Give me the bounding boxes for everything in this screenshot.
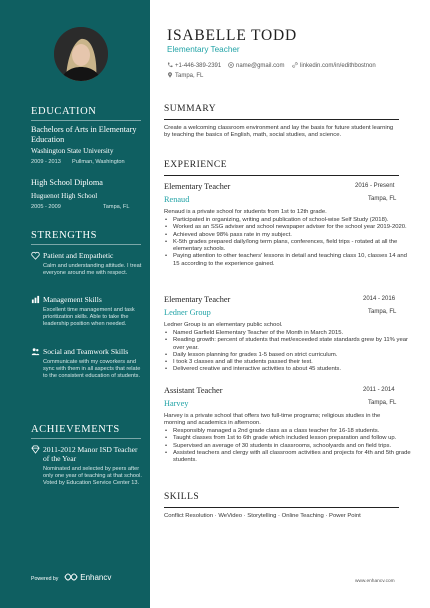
job-dates: 2014 - 2016 [363,296,396,302]
company-name: Ledner Group [164,308,211,317]
strength-description: Calm and understanding attitude. I treat everyone around me with respect. [43,263,142,277]
strength-title: Social and Teamwork Skills [43,347,129,356]
company-description: Harvey is a private school that offers two full-time programs; religious studies in the morning and academics in afternoon. [164,413,381,427]
heart-icon [31,251,40,260]
education-location: Tampa, FL [103,204,130,210]
strength-title: Management Skills [43,295,102,304]
job-bullets [164,428,411,464]
contact-location [167,72,203,79]
list-item: • Delivered creative and interactive activities to about 45 students. [173,366,411,373]
education-dates: 2005 - 2009 [31,204,61,210]
job-dates: 2016 - Present [355,183,395,189]
list-item: • I took 3 classes and all the students passed their test. [173,359,411,366]
company-name: Renaud [164,195,190,204]
job-bullets [164,217,411,268]
strength-item [31,347,143,381]
education-school: Washington State University [31,147,114,155]
job-title: Assistant Teacher [164,386,223,395]
experience-heading: EXPERIENCE [164,160,228,170]
strength-item [31,295,143,329]
summary-text: Create a welcoming classroom environment and lay the basis for future student learning by teaching the basics of English, math, social studies, and science. [164,125,394,139]
education-heading: EDUCATION [31,106,97,117]
location-text: Tampa, FL [175,73,204,79]
job-dates: 2011 - 2014 [363,387,395,393]
strength-title: Patient and Empathetic [43,251,114,260]
divider [31,244,141,245]
contact-phone [167,62,221,69]
enhancv-logo-text: Enhancv [80,573,112,582]
job-location: Tampa, FL [368,400,397,406]
list-item: • Assisted teachers and clergy with all classroom activities and projects for 4th and 5th grade students. [173,450,411,465]
linkedin-text: linkedin.com/in/edithbostnon [300,63,376,69]
divider [31,438,141,439]
sidebar [0,0,150,608]
education-school: Huguenot High School [31,192,98,200]
enhancv-logo-icon [64,573,78,581]
summary-heading: SUMMARY [164,104,217,114]
company-name: Harvey [164,399,189,408]
list-item: • Achieved above 98% pass rate in my subject. [173,232,411,239]
job-title: Elementary Teacher [164,295,231,304]
phone-icon [167,62,173,68]
list-item: • Responsibly managed a 2nd grade class as a class teacher for 16-18 students. [173,428,411,435]
list-item: • Worked as an SSG adviser and school newspaper adviser for the school year 2019-2020. [173,224,411,231]
diamond-icon [31,445,40,454]
profile-photo [54,27,108,81]
phone-text: +1-446-389-2391 [175,63,222,69]
contact-linkedin[interactable] [292,62,376,69]
divider [164,175,399,176]
education-degree: High School Diploma [31,178,103,187]
job-title: Elementary Teacher [164,182,231,191]
contact-email[interactable] [228,62,284,69]
candidate-role: Elementary Teacher [167,45,240,54]
strengths-heading: STRENGTHS [31,230,98,241]
achievement-title: 2011-2012 Manor ISD Teacher of the Year [43,445,138,463]
list-item: • Participated in organizing, writing and publication of school-wise Self Study (2018). [173,217,411,224]
job-location: Tampa, FL [368,196,397,202]
bar-chart-icon [31,295,40,304]
achievements-heading: ACHIEVEMENTS [31,424,120,435]
link-icon [292,62,298,68]
at-icon [228,62,234,68]
divider [164,119,399,120]
email-text: name@gmail.com [236,63,285,69]
skills-heading: SKILLS [164,492,200,502]
job-bullets [164,330,411,374]
education-location: Pullman, Washington [72,159,125,165]
job-location: Tampa, FL [368,309,397,315]
strength-description: Excellent time management and task prioritization skills. Able to take the leadership position when needed. [43,307,135,328]
company-description: Renaud is a private school for students from 1st to 12th grade. [164,209,327,215]
list-item: • Reading growth: percent of students that met/exceeded state standards grew by 11% year over year. [173,337,411,352]
people-icon [31,347,40,356]
powered-by-label: Powered by [31,576,59,582]
education-dates: 2009 - 2013 [31,159,61,165]
strength-description: Communicate with my coworkers and sync with them in all aspects that relate to the consistent education of students. [43,359,141,380]
list-item: • Paying attention to other teachers' lessons in detail and teaching class 10, classes 14 and 15 according to the experience gained. [173,253,411,268]
skills-list: Conflict Resolution · WeVideo · Storytelling · Online Teaching · Power Point [164,513,361,519]
education-degree: Bachelors of Arts in Elementary Education [31,125,137,144]
list-item: • Daily lesson planning for grades 1-5 based on strict curriculum. [173,352,411,359]
divider [31,120,141,121]
list-item: • Supervised an average of 30 students in classrooms, schoolyards and on field trips. [173,443,411,450]
candidate-name: ISABELLE TODD [167,27,297,44]
enhancv-logo[interactable] [64,573,111,582]
achievement-description: Nominated and selected by peers after only one year of teaching at that school. Voted by Education Service Center 13. [43,466,142,487]
footer-url[interactable]: www.enhancv.com [355,579,395,584]
list-item: • K-5th grades prepared daily/long term plans, conferences, field trips - rotated at all the elementary schools. [173,239,411,254]
divider [164,507,399,508]
list-item: • Taught classes from 1st to 6th grade which included lesson preparation and follow up. [173,435,411,442]
list-item: • Named Garfield Elementary Teacher of the Month in March 2015. [173,330,411,337]
location-pin-icon [167,72,173,78]
company-description: Ledner Group is an elementary public school. [164,322,283,328]
achievement-item [31,445,143,488]
strength-item [31,251,143,277]
